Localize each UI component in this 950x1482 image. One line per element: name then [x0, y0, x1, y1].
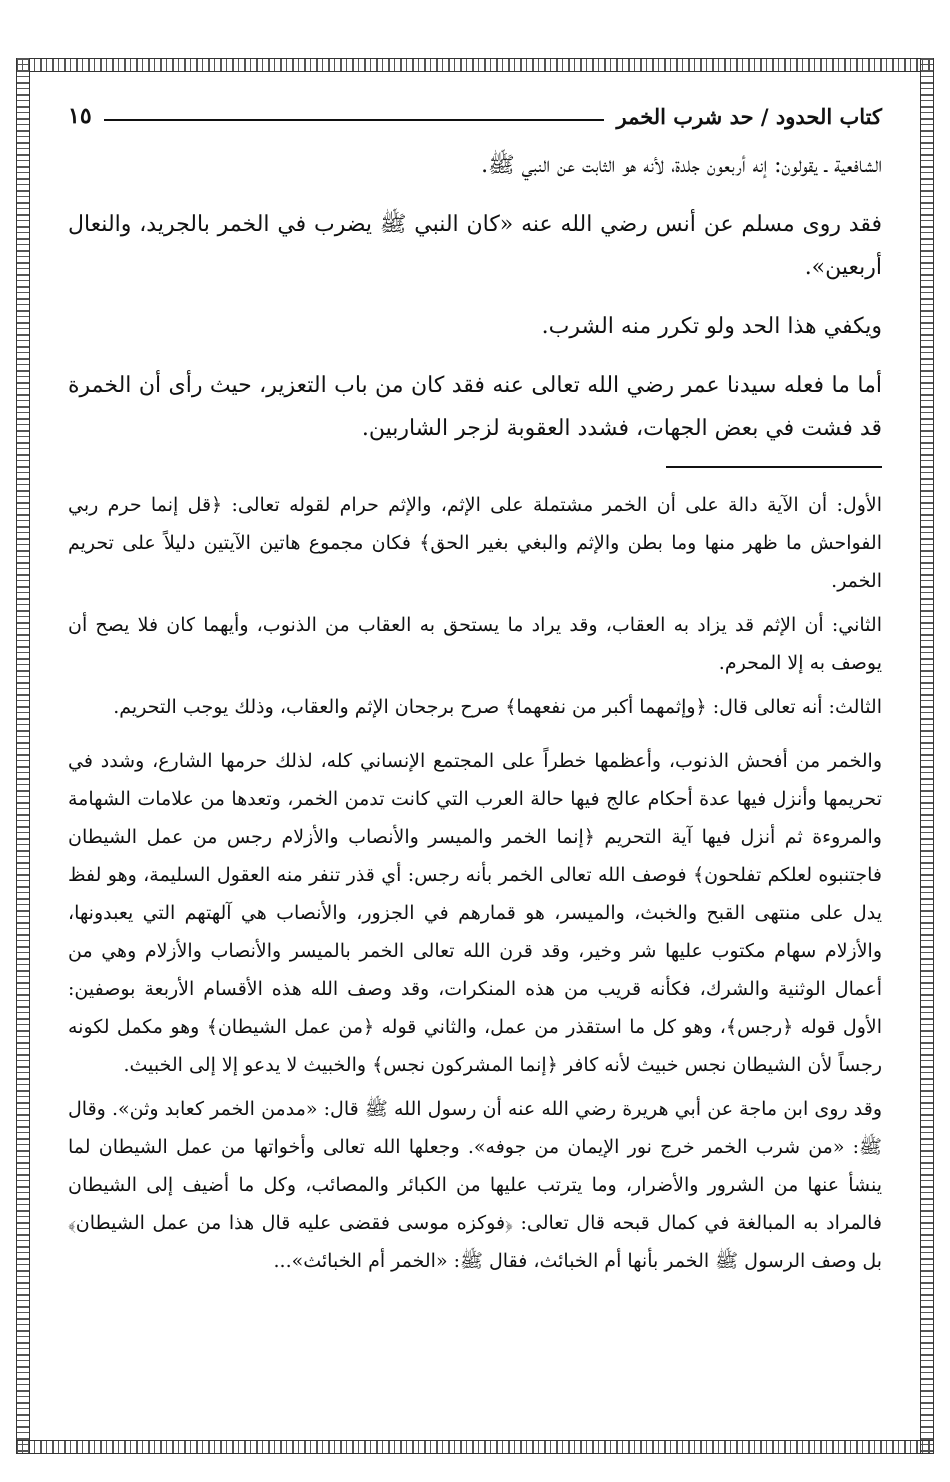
page-frame: [16, 58, 934, 1454]
main-text: [68, 144, 882, 450]
commentary-text: [68, 742, 882, 1280]
header-rule: [104, 119, 605, 121]
paragraph: ويكفي هذا الحد ولو تكرر منه الشرب.: [541, 314, 882, 339]
footnote: الأول: أن الآية دالة على أن الخمر مشتملة على الإثم، والإثم حرام لقوله تعالى: ﴿قل إنما حرم ربي الفواحش ما ظهر منها وما بطن والإثم والبغي بغير الحق﴾ فكان مجموع هاتين الآيتين دليلاً على تحريم الخمر.: [68, 494, 882, 592]
paragraph: والخمر من أفحش الذنوب، وأعظمها خطراً على المجتمع الإنساني كله، لذلك حرمها الشارع، وشدد في تحريمها وأنزل فيها عدة أحكام عالج فيها حالة العرب التي كانت تدمن الخمر، وتعدها من علامات الشهامة والمروءة ثم أنزل فيها آية التحريم ﴿إنما الخمر والميسر والأنصاب والأزلام رجس من عمل الشيطان فاجتنبوه لعلكم تفلحون﴾ فوصف الله تعالى الخمر بأنه رجس: أي قذر تنفر منه العقول السليمة، وهو لفظ يدل على منتهى القبح والخبث، والميسر، هو قمارهم في الجزور، والأنصاب هي آلهتهم التي يعبدونها، والأزلام سهام مكتوب عليها شر وخير، وقد قرن الله تعالى الخمر بالميسر والأنصاب والأزلام وهي من أعمال الوثنية والشرك، فكأنه قريب من هذه المنكرات، وقد وصف الله هذه الأقسام الأربعة بوصفين: الأول قوله ﴿رجس﴾، وهو كل ما استقذر من عمل، والثاني قوله ﴿من عمل الشيطان﴾ وهو مكمل لكونه رجساً لأن الشيطان نجس خبيث لأنه كافر ﴿إنما المشركون نجس﴾ والخبيث لا يدعو إلا إلى الخبيث.: [68, 750, 882, 1076]
running-head: [68, 98, 882, 134]
ornamental-border-left: [16, 58, 30, 1454]
footnote-separator: [666, 466, 882, 468]
paragraph: أما ما فعله سيدنا عمر رضي الله تعالى عنه فقد كان من باب التعزير، حيث رأى أن الخمرة قد فشت في بعض الجهات، فشدد العقوبة لزجر الشاربين.: [68, 373, 882, 441]
running-head-title: كتاب الحدود / حد شرب الخمر: [616, 103, 882, 129]
paragraph: وقد روى ابن ماجة عن أبي هريرة رضي الله عنه أن رسول الله ﷺ قال: «مدمن الخمر كعابد وثن». وقال ﷺ: «من شرب الخمر خرج نور الإيمان من جوفه». وجعلها الله تعالى وأخواتها من عمل الشيطان لما ينشأ عنها من الشرور والأضرار، وما يترتب عليها من الكبائر والمصائب، وكل ما أضيف إلى الشيطان فالمراد به المبالغة في كمال قبحه قال تعالى: ﴿فوكزه موسى فقضى عليه قال هذا من عمل الشيطان﴾ بل وصف الرسول ﷺ الخمر بأنها أم الخبائث، فقال ﷺ: «الخمر أم الخبائث»...: [68, 1098, 882, 1272]
page-number: ١٥: [68, 103, 92, 129]
paragraph: الشافعية ـ يقولون: إنه أربعون جلدة، لأنه هو الثابت عن النبي ﷺ.: [481, 153, 882, 178]
footnote: الثاني: أن الإثم قد يزاد به العقاب، وقد يراد ما يستحق به العقاب من الذنوب، وأيهما كان فلا يصح أن يوصف به إلا المحرم.: [68, 614, 882, 674]
ornamental-border-right: [920, 58, 934, 1454]
paragraph: فقد روى مسلم عن أنس رضي الله عنه «كان النبي ﷺ يضرب في الخمر بالجريد، والنعال أربعين».: [68, 212, 882, 280]
footnotes: [68, 486, 882, 726]
footnote: الثالث: أنه تعالى قال: ﴿وإثمهما أكبر من نفعهما﴾ صرح برجحان الإثم والعقاب، وذلك يوجب التحريم.: [113, 696, 882, 718]
page-content: [68, 98, 882, 1424]
ornamental-border-bottom: [16, 1440, 934, 1454]
ornamental-border-top: [16, 58, 934, 72]
